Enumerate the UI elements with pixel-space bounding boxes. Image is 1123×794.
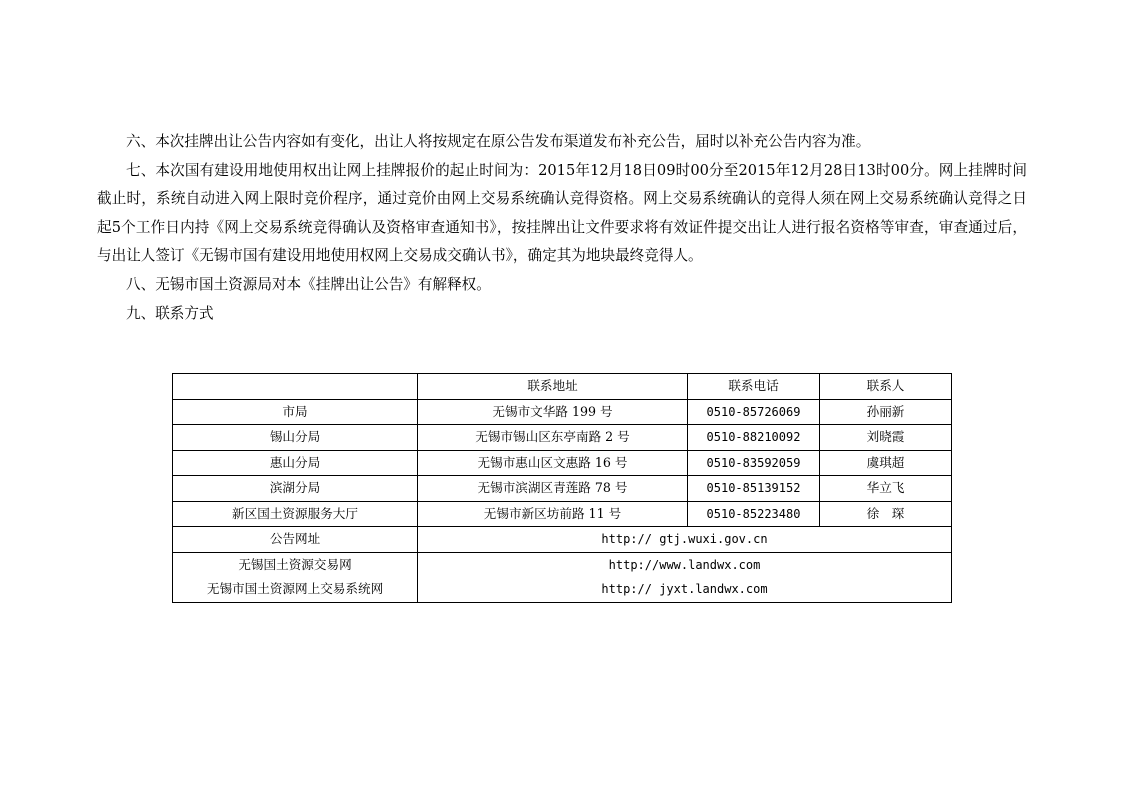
phone-cell: 0510-85139152 [688,476,820,502]
paragraph-6: 六、本次挂牌出让公告内容如有变化，出让人将按规定在原公告发布渠道发布补充公告，届时以补充公告内容为准。 [126,133,871,150]
person-cell: 徐 琛 [820,501,952,527]
notice-site-url[interactable]: http:// gtj.wuxi.gov.cn [418,527,952,553]
phone-cell: 0510-85223480 [688,501,820,527]
office-cell: 市局 [173,399,418,425]
header-person: 联系人 [820,374,952,400]
phone-cell: 0510-88210092 [688,425,820,451]
address-cell: 无锡市锡山区东亭南路 2 号 [418,425,688,451]
office-cell: 新区国土资源服务大厅 [173,501,418,527]
trading-sites-labels [173,552,418,602]
trading-site-url-1[interactable]: http://www.landwx.com [608,557,761,572]
notice-site-row [173,527,952,553]
person-cell: 孙丽新 [820,399,952,425]
contact-table [172,373,952,603]
table-row [173,425,952,451]
trading-site-url-2[interactable]: http:// jyxt.landwx.com [601,582,768,596]
trading-sites-row [173,552,952,602]
table-header-row [173,374,952,400]
person-cell: 虞琪超 [820,450,952,476]
trading-site-label-2: 无锡市国土资源网上交易系统网 [206,581,384,596]
paragraph-8: 八、无锡市国土资源局对本《挂牌出让公告》有解释权。 [126,275,491,293]
office-cell: 滨湖分局 [173,476,418,502]
address-cell: 无锡市新区坊前路 11 号 [418,501,688,527]
address-cell: 无锡市惠山区文惠路 16 号 [418,450,688,476]
header-phone: 联系电话 [688,374,820,400]
notice-site-label: 公告网址 [173,527,418,553]
address-cell: 无锡市滨湖区青莲路 78 号 [418,476,688,502]
table-row [173,399,952,425]
phone-cell: 0510-83592059 [688,450,820,476]
document-body [97,128,1027,328]
phone-cell: 0510-85726069 [688,399,820,425]
person-cell: 刘晓霞 [820,425,952,451]
header-address: 联系地址 [418,374,688,400]
address-cell: 无锡市文华路 199 号 [418,399,688,425]
header-blank-cell [173,374,418,400]
table-row [173,450,952,476]
trading-sites-urls [418,552,952,602]
person-cell: 华立飞 [820,476,952,502]
table-row [173,476,952,502]
paragraph-9: 九、联系方式 [126,304,214,322]
table-row [173,501,952,527]
trading-site-label-1: 无锡国土资源交易网 [238,556,352,572]
paragraph-7: 七、本次国有建设用地使用权出让网上挂牌报价的起止时间为：2015年12月18日09时00分至2015年12月28日13时00分。网上挂牌时间截止时，系统自动进入网上限时竞价程序，通过竞价由网上交易系统确认竞得资格。网上交易系统确认的竞得人须在网上交易系统确认竞得之日起5个工作日内持《网上交易系统竞得确认及资格审查通知书》，按挂牌出让文件要求将有效证件提交出让人进行报名资格等审查，审查通过后，与出让人签订《无锡市国有建设用地使用权网上交易成交确认书》，确定其为地块最终竞得人。 [97,161,1027,265]
office-cell: 锡山分局 [173,425,418,451]
office-cell: 惠山分局 [173,450,418,476]
